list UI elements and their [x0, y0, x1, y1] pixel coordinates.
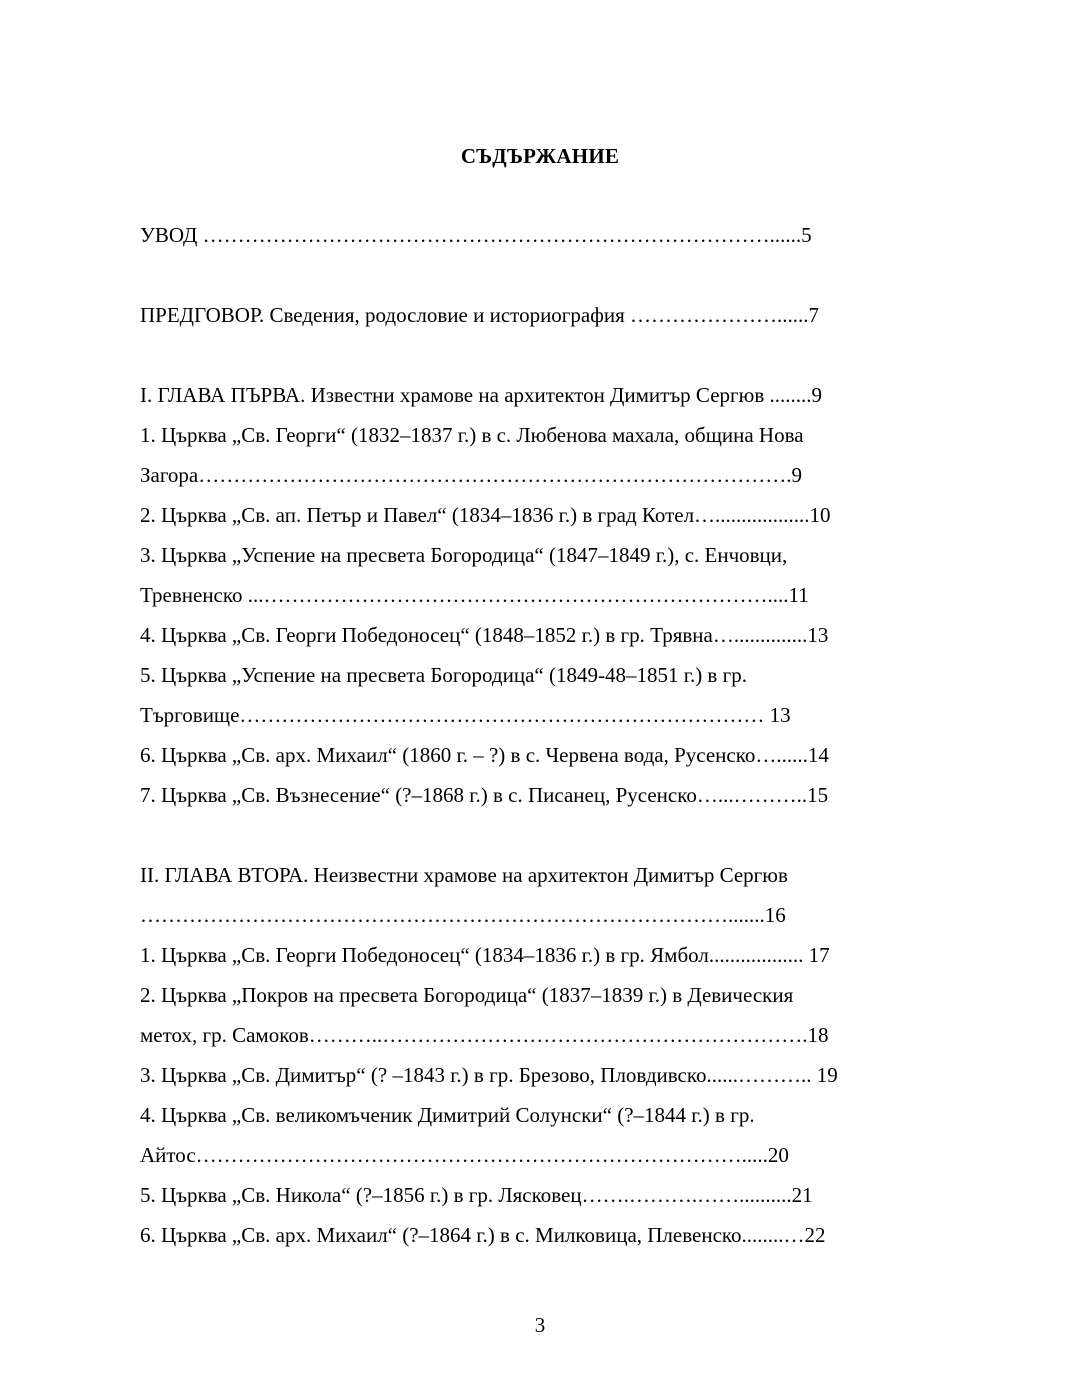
toc-entry: 7. Църква „Св. Възнесение“ (?–1868 г.) в с. Писанец, Русенско…...………..15 — [140, 783, 829, 807]
toc-entry-continuation: Айтос…………………………………………………………………….....20 — [140, 1143, 789, 1167]
toc-entry: 4. Църква „Св. великомъченик Димитрий Солунски“ (?–1844 г.) в гр. — [140, 1103, 755, 1127]
toc-entry-continuation: Търговище………………………………………………………………… 13 — [140, 703, 791, 727]
toc-entry: 5. Църква „Успение на пресвета Богородица“ (1849-48–1851 г.) в гр. — [140, 663, 747, 687]
toc-entry: 5. Църква „Св. Никола“ (?–1856 г.) в гр. Лясковец…….……….……..........21 — [140, 1183, 813, 1207]
toc-entry: 1. Църква „Св. Георги“ (1832–1837 г.) в с. Любенова махала, община Нова — [140, 423, 804, 447]
page-number: 3 — [534, 1313, 546, 1337]
toc-entry: 6. Църква „Св. арх. Михаил“ (?–1864 г.) в с. Милковица, Плевенско........…22 — [140, 1223, 826, 1247]
toc-title: СЪДЪРЖАНИЕ — [460, 144, 620, 168]
toc-chapter-two: II. ГЛАВА ВТОРА. Неизвестни храмове на архитектон Димитър Сергюв — [140, 863, 788, 887]
toc-entry-continuation: метох, гр. Самоков………..…………………………………………………….18 — [140, 1023, 829, 1047]
toc-entry-intro: УВОД ………………………………………………………………………......5 — [140, 223, 812, 247]
toc-entry: 4. Църква „Св. Георги Победоносец“ (1848–1852 г.) в гр. Трявна…..............13 — [140, 623, 829, 647]
toc-entry-continuation: Загора………………………………………………………………………….9 — [140, 463, 803, 487]
toc-entry: 3. Църква „Успение на пресвета Богородица“ (1847–1849 г.), с. Енчовци, — [140, 543, 788, 567]
toc-entry: 6. Църква „Св. арх. Михаил“ (1860 г. – ?) в с. Червена вода, Русенско…......14 — [140, 743, 829, 767]
toc-entry-continuation: Тревненско ...………………………………………………………………....11 — [140, 583, 809, 607]
toc-entry: 3. Църква „Св. Димитър“ (? –1843 г.) в гр. Брезово, Пловдивско......……….. 19 — [140, 1063, 838, 1087]
toc-entry-preface: ПРЕДГОВОР. Сведения, родословие и историография …………………......7 — [140, 303, 819, 327]
toc-chapter-one: I. ГЛАВА ПЪРВА. Известни храмове на архитектон Димитър Сергюв ........9 — [140, 383, 822, 407]
toc-entry: 2. Църква „Св. ап. Петър и Павел“ (1834–1836 г.) в град Котел…..................10 — [140, 503, 831, 527]
toc-entry: 1. Църква „Св. Георги Победоносец“ (1834–1836 г.) в гр. Ямбол.................. 17 — [140, 943, 830, 967]
toc-entry: 2. Църква „Покров на пресвета Богородица“ (1837–1839 г.) в Девическия — [140, 983, 794, 1007]
toc-chapter-two-continuation: ………………………………………………………………………….......16 — [140, 903, 786, 927]
